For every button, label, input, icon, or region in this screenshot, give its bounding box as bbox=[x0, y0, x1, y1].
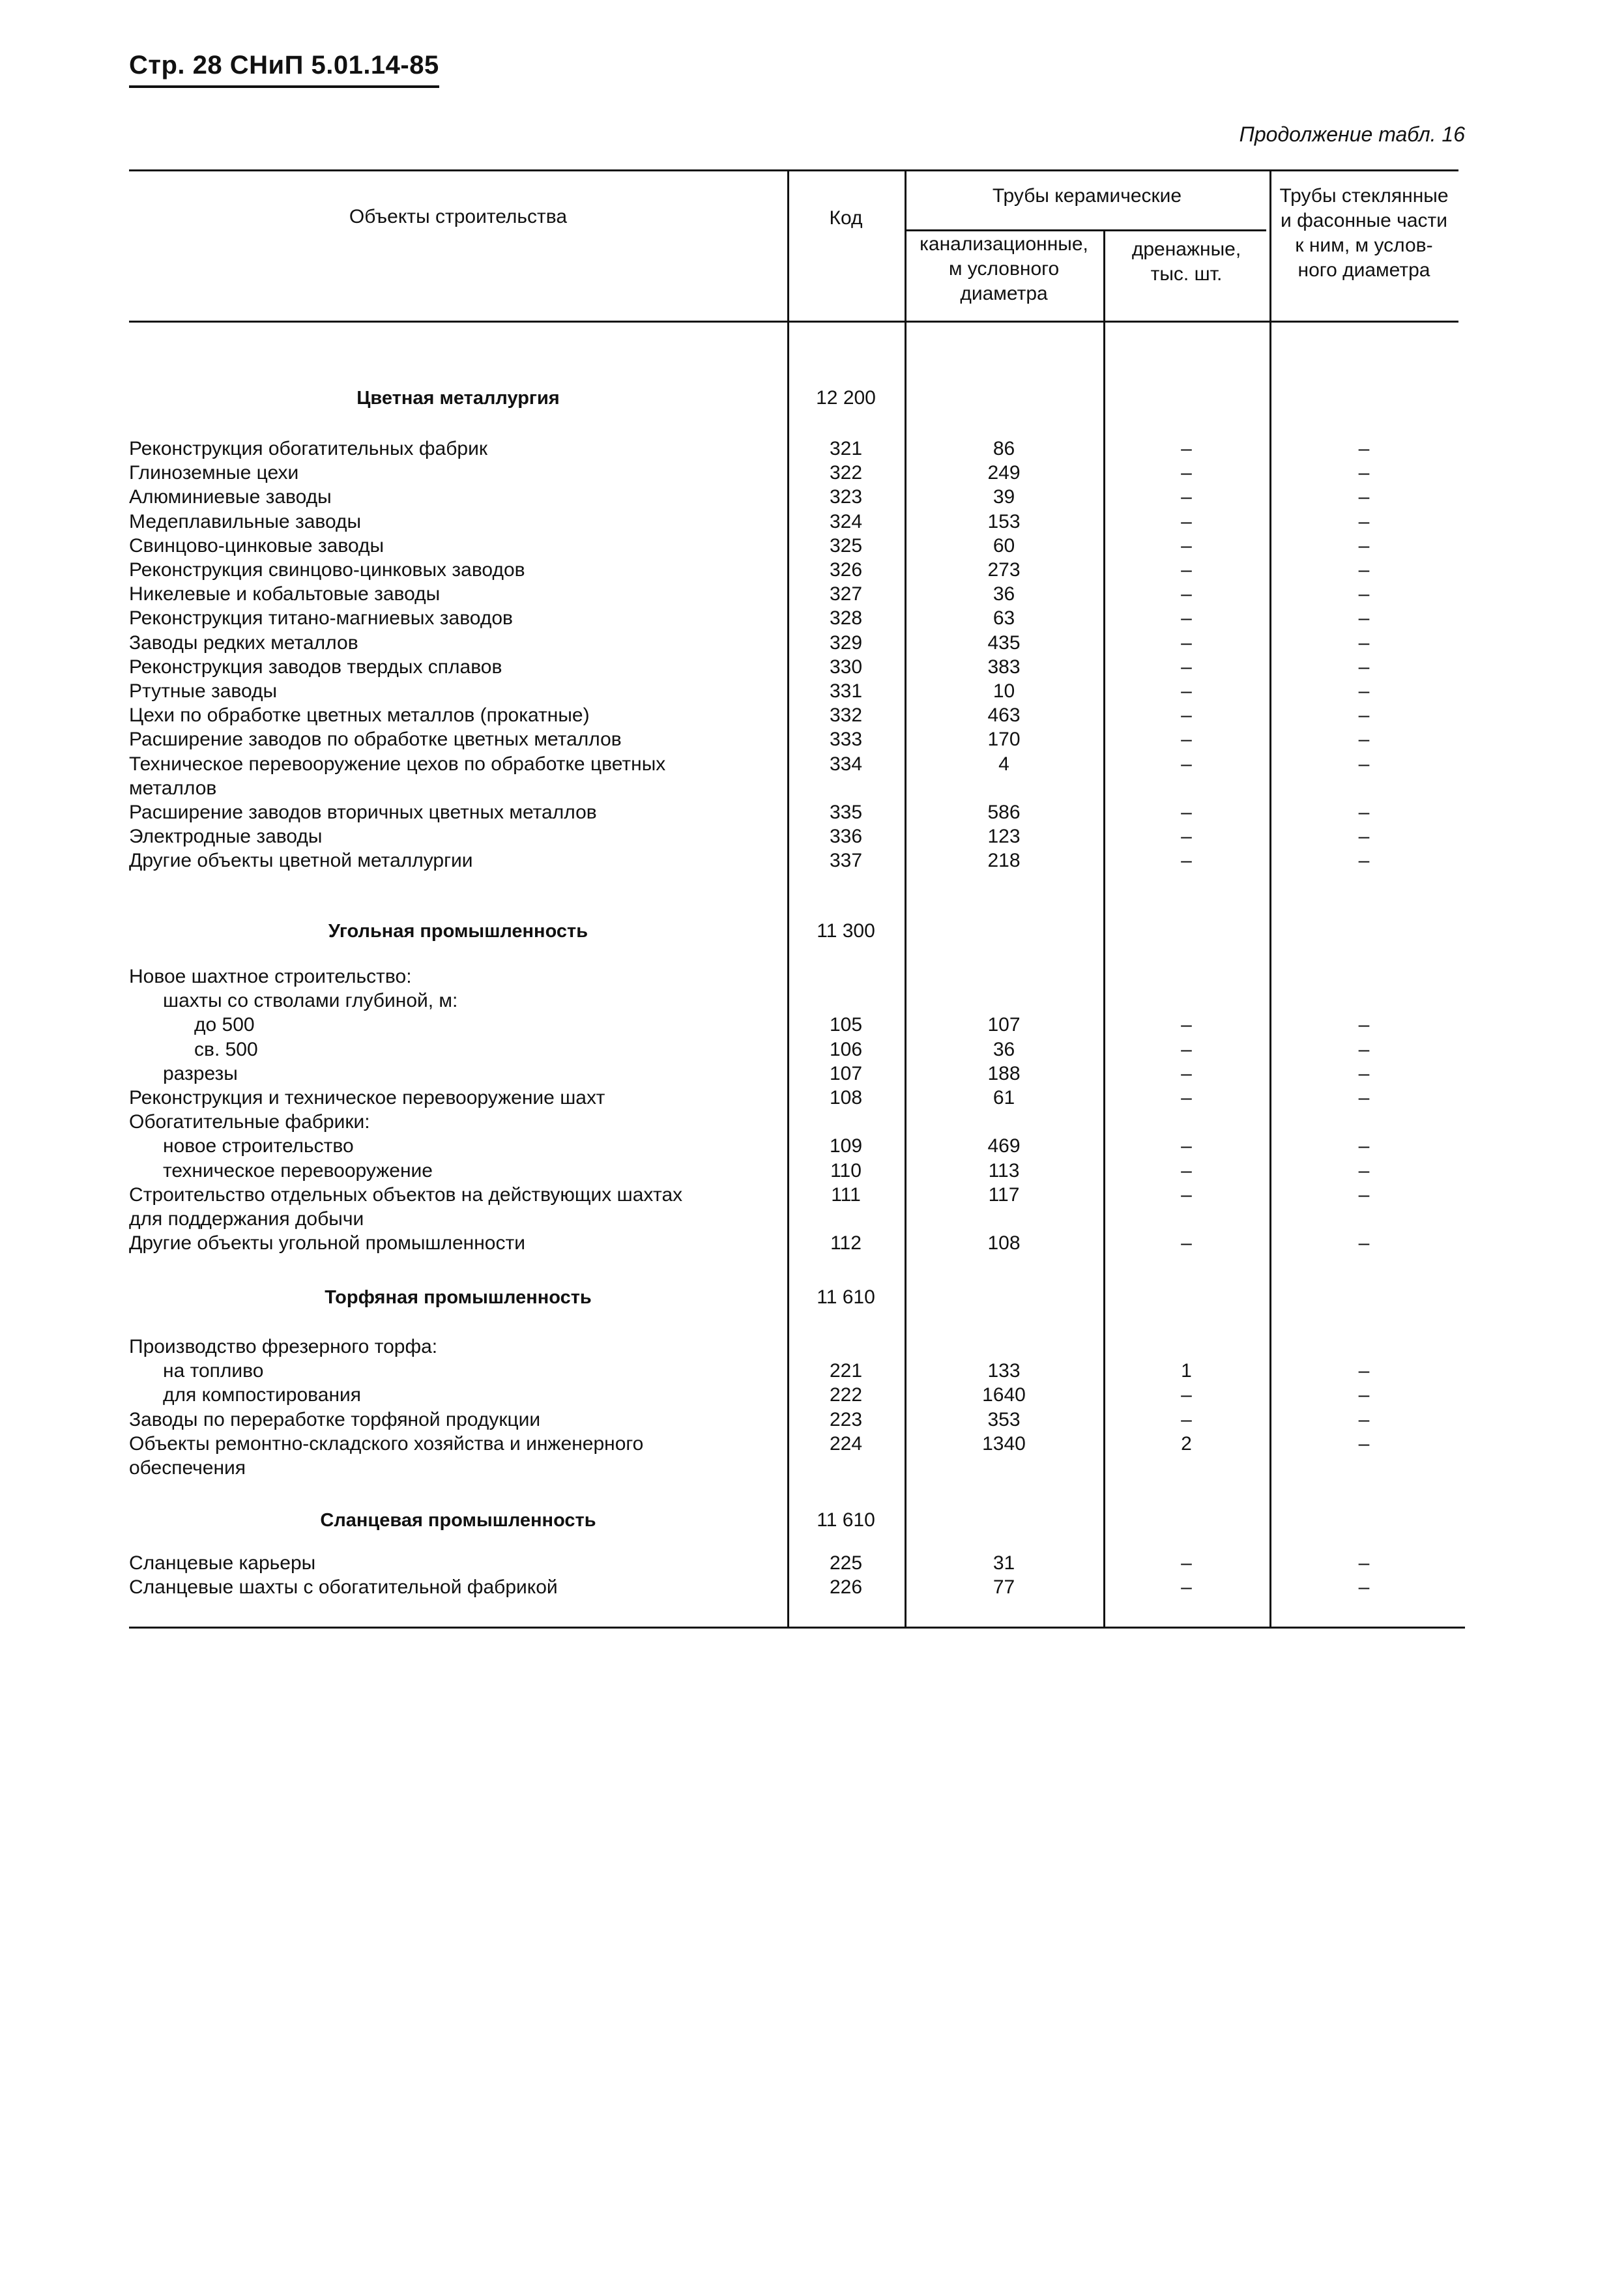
row-sewer-value: 36 bbox=[993, 1038, 1015, 1060]
row-code: 321 bbox=[829, 438, 863, 459]
row-sewer-value: 86 bbox=[993, 438, 1015, 459]
row-drainage-value: – bbox=[1181, 1062, 1192, 1084]
table-row bbox=[129, 1335, 1458, 1359]
row-drainage-value: – bbox=[1181, 1014, 1192, 1036]
header-ceramic-pipes: Трубы керамические bbox=[992, 185, 1182, 207]
row-code: 334 bbox=[829, 753, 863, 775]
ceramic-subheader-rule bbox=[905, 229, 1266, 231]
row-drainage-value: – bbox=[1181, 559, 1192, 581]
row-code: 109 bbox=[829, 1135, 863, 1157]
row-code: 325 bbox=[829, 534, 863, 557]
table-row bbox=[129, 534, 1458, 558]
row-sewer-value: 60 bbox=[993, 534, 1015, 557]
header-objects: Объекты строительства bbox=[349, 206, 568, 227]
row-object-name: Строительство отдельных объектов на действующих шахтах bbox=[129, 1183, 683, 1206]
row-code: 107 bbox=[829, 1062, 863, 1084]
row-glass-value: – bbox=[1358, 1014, 1370, 1036]
row-glass-value: – bbox=[1358, 1360, 1370, 1382]
row-object-name: Цехи по обработке цветных металлов (прокатные) bbox=[129, 704, 590, 727]
row-object-name: Реконструкция обогатительных фабрик bbox=[129, 438, 487, 459]
row-sewer-value: 153 bbox=[987, 510, 1021, 532]
row-object-name: Заводы редких металлов bbox=[129, 631, 358, 654]
section-title: Торфяная промышленность bbox=[325, 1287, 592, 1308]
table-row bbox=[129, 558, 1458, 583]
table-row bbox=[129, 1037, 1458, 1062]
table-row bbox=[129, 752, 1458, 799]
table-row bbox=[129, 1231, 1458, 1256]
table-row bbox=[129, 461, 1458, 486]
row-drainage-value: – bbox=[1181, 438, 1192, 459]
row-code: 221 bbox=[829, 1360, 863, 1382]
section-title: Угольная промышленность bbox=[328, 921, 588, 942]
row-code: 222 bbox=[829, 1384, 863, 1406]
row-drainage-value: – bbox=[1181, 1087, 1192, 1109]
row-drainage-value: – bbox=[1181, 802, 1192, 823]
row-drainage-value: – bbox=[1181, 680, 1192, 702]
table-row bbox=[129, 1359, 1458, 1384]
table-row bbox=[129, 824, 1458, 849]
row-code: 335 bbox=[829, 802, 863, 823]
row-drainage-value: – bbox=[1181, 1576, 1192, 1599]
row-drainage-value: – bbox=[1181, 729, 1192, 751]
row-object-name: Другие объекты цветной металлургии bbox=[129, 850, 473, 872]
row-sewer-value: 353 bbox=[987, 1408, 1021, 1430]
row-code: 332 bbox=[829, 704, 863, 727]
table-row bbox=[129, 1134, 1458, 1159]
row-glass-value: – bbox=[1358, 486, 1370, 508]
row-sewer-value: 435 bbox=[987, 631, 1021, 654]
row-sewer-value: 1640 bbox=[982, 1384, 1026, 1406]
row-sewer-value: 123 bbox=[987, 826, 1021, 848]
row-code: 330 bbox=[829, 656, 863, 678]
row-code: 322 bbox=[829, 462, 863, 484]
table-row bbox=[129, 582, 1458, 607]
table-row bbox=[129, 631, 1458, 656]
row-sewer-value: 31 bbox=[993, 1552, 1015, 1574]
row-glass-value: – bbox=[1358, 753, 1370, 775]
row-glass-value: – bbox=[1358, 1576, 1370, 1599]
row-sewer-value: 383 bbox=[987, 656, 1021, 678]
row-drainage-value: – bbox=[1181, 753, 1192, 775]
table-row bbox=[129, 964, 1458, 989]
table-row bbox=[129, 485, 1458, 510]
row-sewer-value: 77 bbox=[993, 1576, 1015, 1599]
row-object-name: для компостирования bbox=[163, 1384, 362, 1406]
row-sewer-value: 61 bbox=[993, 1087, 1015, 1109]
row-object-name: Расширение заводов вторичных цветных металлов bbox=[129, 802, 597, 823]
row-object-name: Обогатительные фабрики: bbox=[129, 1111, 370, 1133]
row-object-name: Реконструкция заводов твердых сплавов bbox=[129, 656, 502, 678]
header-glass-pipes: Трубы стеклянные и фасонные части к ним, м услов- ного диаметра bbox=[1279, 185, 1449, 281]
table-row bbox=[129, 1086, 1458, 1110]
row-drainage-value: – bbox=[1181, 1038, 1192, 1060]
row-object-name: Заводы по переработке торфяной продукции bbox=[129, 1408, 541, 1430]
row-glass-value: – bbox=[1358, 656, 1370, 678]
row-glass-value: – bbox=[1358, 704, 1370, 727]
table-row bbox=[129, 655, 1458, 680]
row-object-name: Никелевые и кобальтовые заводы bbox=[129, 583, 441, 605]
table-row bbox=[129, 437, 1458, 461]
row-sewer-value: 36 bbox=[993, 583, 1015, 605]
row-sewer-value: 113 bbox=[988, 1159, 1020, 1181]
section-title: Сланцевая промышленность bbox=[320, 1510, 596, 1531]
row-drainage-value: 1 bbox=[1181, 1360, 1192, 1382]
row-object-name: металлов bbox=[129, 777, 217, 799]
row-glass-value: – bbox=[1358, 1384, 1370, 1406]
table-row bbox=[129, 1432, 1458, 1479]
row-sewer-value: 469 bbox=[987, 1135, 1021, 1157]
row-code: 336 bbox=[829, 826, 863, 848]
table-row bbox=[129, 510, 1458, 534]
row-glass-value: – bbox=[1358, 559, 1370, 581]
data-table bbox=[129, 169, 1458, 1629]
row-glass-value: – bbox=[1358, 1408, 1370, 1430]
row-glass-value: – bbox=[1358, 1432, 1370, 1455]
row-sewer-value: 586 bbox=[987, 802, 1021, 823]
row-object-name: Техническое перевооружение цехов по обработке цветных bbox=[129, 753, 666, 775]
row-drainage-value: – bbox=[1181, 1135, 1192, 1157]
row-drainage-value: – bbox=[1181, 1183, 1192, 1206]
row-code: 223 bbox=[829, 1408, 863, 1430]
row-code: 328 bbox=[829, 607, 863, 630]
row-code: 324 bbox=[829, 510, 863, 532]
page-header: Стр. 28 СНиП 5.01.14-85 bbox=[129, 51, 439, 88]
table-row bbox=[129, 1013, 1458, 1037]
row-drainage-value: – bbox=[1181, 850, 1192, 872]
section-code: 11 610 bbox=[817, 1286, 875, 1308]
row-glass-value: – bbox=[1358, 850, 1370, 872]
row-glass-value: – bbox=[1358, 1183, 1370, 1206]
row-code: 327 bbox=[829, 583, 863, 605]
row-glass-value: – bbox=[1358, 1232, 1370, 1254]
row-drainage-value: – bbox=[1181, 607, 1192, 630]
header-sewer: канализационные, м условного диаметра bbox=[920, 233, 1088, 304]
row-object-name: Новое шахтное строительство: bbox=[129, 966, 412, 987]
row-glass-value: – bbox=[1358, 1159, 1370, 1181]
row-glass-value: – bbox=[1358, 438, 1370, 459]
row-sewer-value: 273 bbox=[987, 559, 1021, 581]
table-row bbox=[129, 679, 1458, 704]
row-sewer-value: 63 bbox=[993, 607, 1015, 630]
table-row bbox=[129, 1383, 1458, 1408]
row-object-name: Реконструкция и техническое перевооружение шахт bbox=[129, 1087, 605, 1109]
row-sewer-value: 39 bbox=[993, 486, 1015, 508]
row-object-name: новое строительство bbox=[163, 1135, 354, 1157]
row-drainage-value: – bbox=[1181, 462, 1192, 484]
row-object-name: Электродные заводы bbox=[129, 826, 323, 848]
row-code: 110 bbox=[830, 1159, 862, 1181]
row-object-name: Медеплавильные заводы bbox=[129, 510, 362, 532]
table-row bbox=[129, 989, 1458, 1013]
row-drainage-value: – bbox=[1181, 510, 1192, 532]
row-sewer-value: 4 bbox=[998, 753, 1009, 775]
header-drainage: дренажные, тыс. шт. bbox=[1131, 239, 1241, 285]
header-code: Код bbox=[829, 207, 863, 229]
table-row bbox=[129, 1575, 1458, 1600]
row-object-name: техническое перевооружение bbox=[163, 1159, 433, 1181]
row-object-name: обеспечения bbox=[129, 1457, 246, 1479]
section-code: 11 610 bbox=[817, 1509, 875, 1531]
row-object-name: шахты со стволами глубиной, м: bbox=[163, 990, 458, 1012]
row-sewer-value: 108 bbox=[987, 1232, 1021, 1254]
row-sewer-value: 107 bbox=[987, 1014, 1021, 1036]
section-code: 12 200 bbox=[816, 387, 876, 409]
row-object-name: Производство фрезерного торфа: bbox=[129, 1336, 438, 1357]
row-code: 333 bbox=[829, 729, 863, 751]
row-drainage-value: – bbox=[1181, 1408, 1192, 1430]
row-drainage-value: – bbox=[1181, 1159, 1192, 1181]
section-title: Цветная металлургия bbox=[356, 388, 560, 409]
row-object-name: Расширение заводов по обработке цветных металлов bbox=[129, 729, 622, 751]
table-row bbox=[129, 1062, 1458, 1086]
row-sewer-value: 218 bbox=[987, 850, 1021, 872]
row-drainage-value: – bbox=[1181, 1552, 1192, 1574]
row-object-name: на топливо bbox=[163, 1360, 264, 1382]
row-code: 108 bbox=[829, 1087, 863, 1109]
row-drainage-value: – bbox=[1181, 1232, 1192, 1254]
row-drainage-value: – bbox=[1181, 534, 1192, 557]
row-glass-value: – bbox=[1358, 631, 1370, 654]
row-glass-value: – bbox=[1358, 607, 1370, 630]
row-object-name: Объекты ремонтно-складского хозяйства и инженерного bbox=[129, 1432, 644, 1455]
row-glass-value: – bbox=[1358, 729, 1370, 751]
row-code: 323 bbox=[829, 486, 863, 508]
table-bottom-rule bbox=[129, 1627, 1465, 1629]
row-object-name: до 500 bbox=[194, 1014, 255, 1036]
row-code: 326 bbox=[829, 559, 863, 581]
row-object-name: Глиноземные цехи bbox=[129, 462, 299, 484]
row-drainage-value: – bbox=[1181, 826, 1192, 848]
row-object-name: Сланцевые карьеры bbox=[129, 1552, 316, 1574]
row-sewer-value: 10 bbox=[993, 680, 1015, 702]
row-object-name: Реконструкция титано-магниевых заводов bbox=[129, 607, 513, 630]
table-row bbox=[129, 1183, 1458, 1230]
row-object-name: Ртутные заводы bbox=[129, 680, 278, 702]
row-glass-value: – bbox=[1358, 826, 1370, 848]
row-object-name: Свинцово-цинковые заводы bbox=[129, 534, 384, 557]
continuation-label: Продолжение табл. 16 bbox=[1239, 123, 1465, 146]
row-sewer-value: 463 bbox=[987, 704, 1021, 727]
row-code: 331 bbox=[829, 680, 863, 702]
row-code: 106 bbox=[829, 1038, 863, 1060]
row-glass-value: – bbox=[1358, 510, 1370, 532]
row-glass-value: – bbox=[1358, 802, 1370, 823]
row-code: 226 bbox=[829, 1576, 863, 1599]
table-row bbox=[129, 727, 1458, 752]
table-row bbox=[129, 1551, 1458, 1576]
row-sewer-value: 117 bbox=[988, 1183, 1020, 1206]
row-sewer-value: 1340 bbox=[982, 1432, 1026, 1455]
table-row bbox=[129, 1110, 1458, 1135]
row-drainage-value: – bbox=[1181, 486, 1192, 508]
table-row bbox=[129, 606, 1458, 631]
row-code: 224 bbox=[829, 1432, 863, 1455]
row-drainage-value: – bbox=[1181, 1384, 1192, 1406]
row-code: 225 bbox=[829, 1552, 863, 1574]
row-object-name: Сланцевые шахты с обогатительной фабрикой bbox=[129, 1576, 558, 1599]
row-glass-value: – bbox=[1358, 1062, 1370, 1084]
row-object-name: св. 500 bbox=[194, 1038, 258, 1060]
row-glass-value: – bbox=[1358, 1552, 1370, 1574]
row-sewer-value: 133 bbox=[987, 1360, 1021, 1382]
row-object-name: для поддержания добычи bbox=[129, 1208, 364, 1230]
row-code: 105 bbox=[829, 1014, 863, 1036]
row-glass-value: – bbox=[1358, 1087, 1370, 1109]
row-glass-value: – bbox=[1358, 534, 1370, 557]
row-glass-value: – bbox=[1358, 462, 1370, 484]
row-sewer-value: 170 bbox=[987, 729, 1021, 751]
row-glass-value: – bbox=[1358, 680, 1370, 702]
table-row bbox=[129, 1159, 1458, 1183]
row-drainage-value: – bbox=[1181, 631, 1192, 654]
row-glass-value: – bbox=[1358, 1135, 1370, 1157]
header-bottom-rule bbox=[129, 321, 1458, 323]
row-drainage-value: – bbox=[1181, 704, 1192, 727]
row-code: 111 bbox=[831, 1183, 861, 1206]
table-row bbox=[129, 1408, 1458, 1432]
row-sewer-value: 249 bbox=[987, 462, 1021, 484]
row-drainage-value: 2 bbox=[1181, 1432, 1192, 1455]
table-row bbox=[129, 800, 1458, 825]
section-code: 11 300 bbox=[817, 920, 875, 942]
table-row bbox=[129, 848, 1458, 873]
row-sewer-value: 188 bbox=[987, 1062, 1021, 1084]
row-glass-value: – bbox=[1358, 583, 1370, 605]
row-object-name: Другие объекты угольной промышленности bbox=[129, 1232, 525, 1254]
row-glass-value: – bbox=[1358, 1038, 1370, 1060]
row-object-name: Алюминиевые заводы bbox=[129, 486, 332, 508]
row-drainage-value: – bbox=[1181, 656, 1192, 678]
row-code: 329 bbox=[829, 631, 863, 654]
row-object-name: Реконструкция свинцово-цинковых заводов bbox=[129, 559, 525, 581]
table-top-rule bbox=[129, 169, 1458, 171]
row-code: 337 bbox=[829, 850, 863, 872]
row-drainage-value: – bbox=[1181, 583, 1192, 605]
row-code: 112 bbox=[830, 1232, 862, 1254]
row-object-name: разрезы bbox=[163, 1062, 238, 1084]
table-row bbox=[129, 703, 1458, 728]
